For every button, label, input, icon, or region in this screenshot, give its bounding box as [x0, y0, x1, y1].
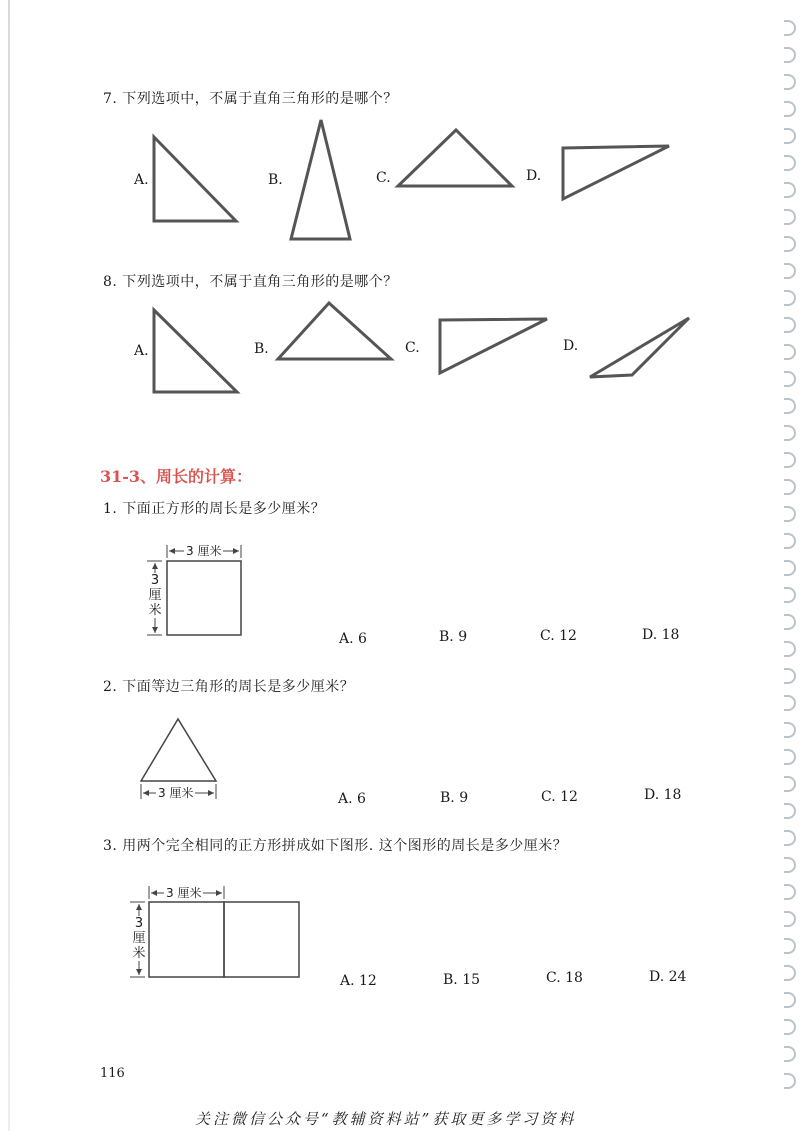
- p2-option-d[interactable]: D. 18: [644, 787, 682, 803]
- page-number: 116: [100, 1066, 125, 1081]
- square-left: [149, 902, 224, 977]
- q8-option-d[interactable]: D.: [563, 338, 579, 354]
- p3-option-c[interactable]: C. 18: [546, 970, 583, 986]
- binding-ring: [784, 1046, 796, 1062]
- p2-option-a[interactable]: A. 6: [338, 791, 366, 807]
- q8-option-c[interactable]: C.: [405, 340, 420, 356]
- question-8: 8. 下列选项中，不属于直角三角形的是哪个？: [103, 274, 398, 290]
- square-height-label: 3 厘 米: [148, 573, 162, 618]
- square-right: [224, 902, 299, 977]
- footer-note: 关注微信公众号“教辅资料站”获取更多学习资料: [195, 1110, 577, 1128]
- p1-option-d[interactable]: D. 18: [642, 627, 680, 643]
- q7-option-b[interactable]: B.: [268, 172, 283, 188]
- p2-option-b[interactable]: B. 9: [440, 790, 469, 806]
- binding-ring: [784, 1073, 796, 1089]
- perimeter-question-3: 3. 用两个完全相同的正方形拼成如下图形. 这个图形的周长是多少厘米？: [103, 838, 568, 854]
- q8-option-b[interactable]: B.: [254, 341, 269, 357]
- p3-option-b[interactable]: B. 15: [443, 972, 481, 988]
- binding-ring: [784, 1019, 796, 1035]
- triangle-side-label: 3 厘米: [158, 786, 194, 800]
- q7-option-a[interactable]: A.: [134, 172, 149, 188]
- square-width-label: 3 厘米: [186, 544, 222, 558]
- q7-option-d[interactable]: D.: [526, 168, 542, 184]
- p3-option-a[interactable]: A. 12: [340, 973, 377, 989]
- q8-option-a[interactable]: A.: [134, 343, 149, 359]
- perimeter-question-2: 2. 下面等边三角形的周长是多少厘米？: [103, 679, 355, 695]
- two-squares-height-label: 3 厘 米: [132, 916, 146, 961]
- question-7: 7. 下列选项中，不属于直角三角形的是哪个？: [103, 91, 398, 107]
- q7-option-c[interactable]: C.: [376, 170, 391, 186]
- section-title: 31-3、周长的计算：: [100, 467, 253, 486]
- p1-option-c[interactable]: C. 12: [540, 628, 577, 644]
- two-squares-width-label: 3 厘米: [166, 886, 202, 900]
- perimeter-question-1: 1. 下面正方形的周长是多少厘米？: [103, 501, 326, 517]
- p1-option-b[interactable]: B. 9: [439, 629, 468, 645]
- p1-option-a[interactable]: A. 6: [339, 631, 367, 647]
- p3-option-d[interactable]: D. 24: [649, 969, 687, 985]
- p2-option-c[interactable]: C. 12: [541, 789, 578, 805]
